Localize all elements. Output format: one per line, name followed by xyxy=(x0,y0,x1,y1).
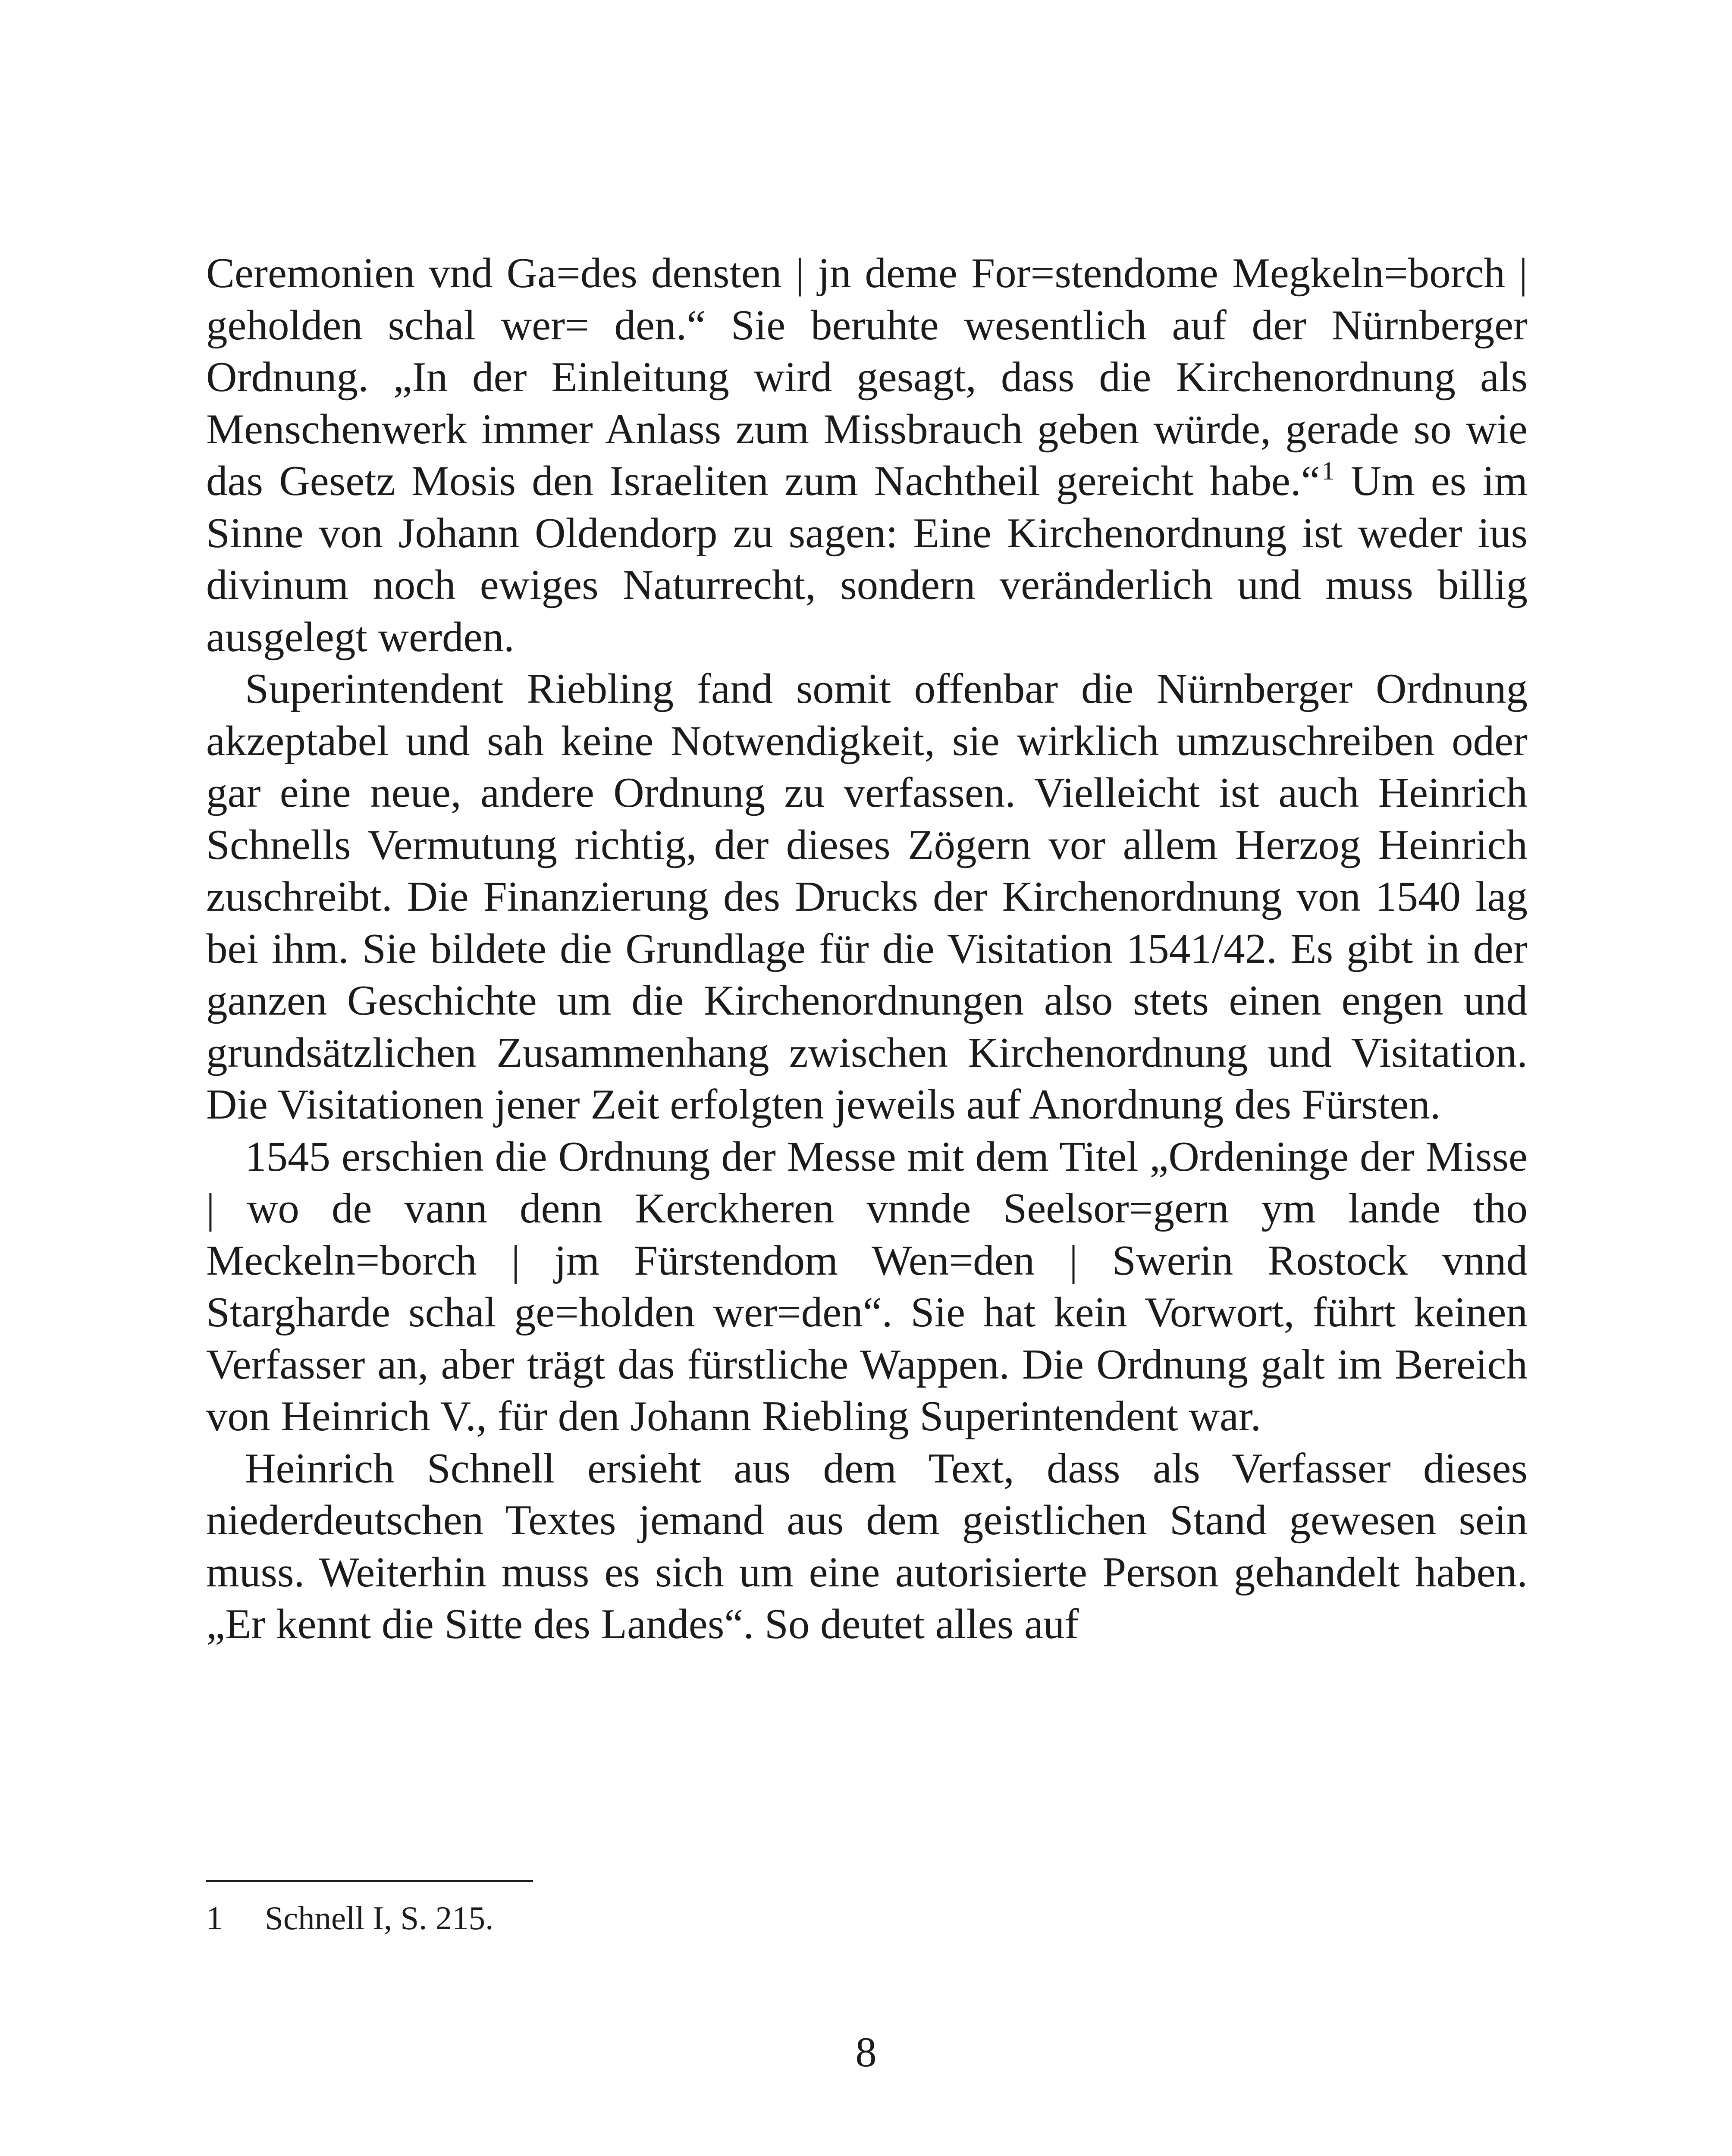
paragraph-2: Superintendent Riebling fand somit offenbar die Nürnberger Ordnung akzeptabel und sah keine Notwendigkeit, sie wirklich umzuschreiben oder gar eine neue, andere Ordnung zu verfassen. Vielleicht ist auch Heinrich Schnells Vermutung richtig, der dieses Zögern vor allem Herzog Heinrich zuschreibt. Die Finanzierung des Drucks der Kirchenordnung von 1540 lag bei ihm. Sie bildete die Grundlage für die Visitation 1541/42. Es gibt in der ganzen Geschichte um die Kirchenordnungen also stets einen engen und grundsätzlichen Zusammenhang zwischen Kirchenordnung und Visitation. Die Visitationen jener Zeit erfolgten jeweils auf Anordnung des Fürsten. xyxy=(206,665,1528,1128)
footnote-reference-1: 1 xyxy=(1321,457,1335,485)
paragraph-1-text-after: Um es im Sinne von Johann Oldendorp zu sagen: Eine Kirchenordnung ist weder ius divinum noch ewiges Naturrecht, sondern veränderlich und muss billig ausgelegt werden. xyxy=(206,458,1528,661)
paragraph-4: Heinrich Schnell ersieht aus dem Text, dass als Verfasser dieses niederdeutschen Textes jemand aus dem geistlichen Stand gewesen sein muss. Weiterhin muss es sich um eine autorisierte Person gehandelt haben. „Er kennt die Sitte des Landes“. So deutet alles auf xyxy=(206,1445,1528,1648)
footnote-separator xyxy=(206,1880,533,1882)
paragraph-3: 1545 erschien die Ordnung der Messe mit dem Titel „Ordeninge der Misse | wo de vann denn Kerckheren vnnde Seelsor=gern ym lande tho Meckeln=borch | jm Fürstendom Wen=den | Swerin Rostock vnnd Stargharde schal ge=holden wer=den“. Sie hat kein Vorwort, führt keinen Verfasser an, aber trägt das fürstliche Wappen. Die Ordnung galt im Bereich von Heinrich V., für den Johann Riebling Superintendent war. xyxy=(206,1133,1528,1440)
footnote-1 xyxy=(206,1896,493,1940)
paragraph-1-text-before: Ceremonien vnd Ga=des densten | jn deme For=stendome Megkeln=borch | geholden schal wer= den.“ Sie beruhte wesentlich auf der Nürnberger Ordnung. „In der Einleitung wird gesagt, dass die Kirchenordnung als Menschenwerk immer Anlass zum Missbrauch geben würde, gerade so wie das Gesetz Mosis den Israeliten zum Nachtheil gereicht habe.“ xyxy=(206,250,1528,505)
body-text xyxy=(206,248,1528,1651)
paragraph-1 xyxy=(206,248,1528,663)
footnote-text: Schnell I, S. 215. xyxy=(265,1899,494,1937)
page-number: 8 xyxy=(855,2029,877,2076)
footnote-number: 1 xyxy=(206,1899,223,1937)
